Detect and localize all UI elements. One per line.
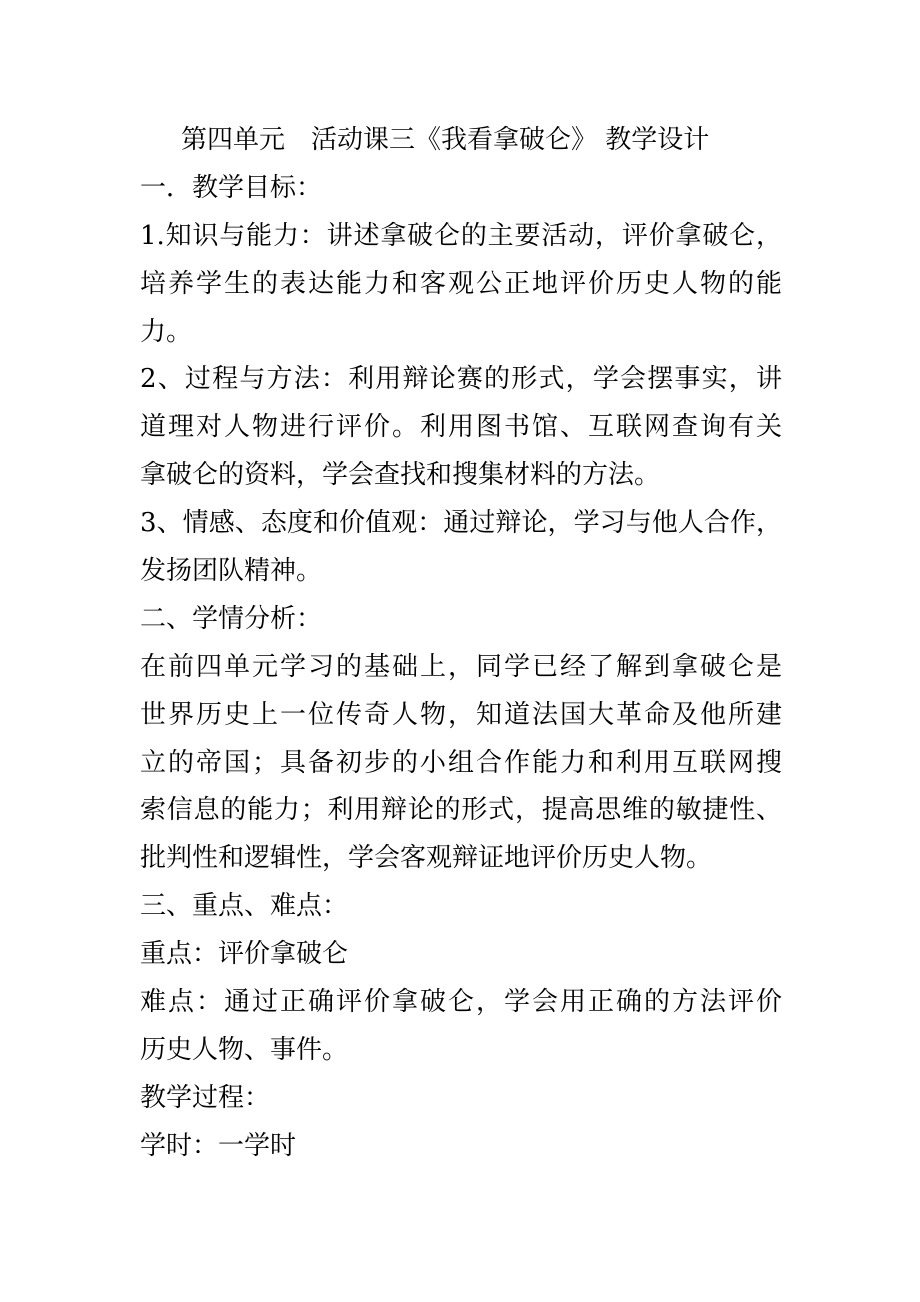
heading-analysis: 二、学情分析： — [140, 603, 323, 634]
document-page — [140, 117, 782, 1171]
paragraph-line: 2、过程与方法：利用辩论赛的形式，学会摆事实，讲 — [140, 364, 782, 395]
paragraph-line: 发扬团队精神。 — [140, 556, 323, 587]
paragraph-line: 世界历史上一位传奇人物，知道法国大革命及他所建 — [140, 699, 782, 730]
paragraph-line: 力。 — [140, 316, 193, 347]
paragraph-line: 在前四单元学习的基础上，同学已经了解到拿破仑是 — [140, 651, 782, 682]
heading-process: 教学过程： — [140, 1082, 271, 1113]
paragraph-line: 道理对人物进行评价。利用图书馆、互联网查询有关 — [140, 412, 782, 443]
paragraph-line: 1.知识与能力：讲述拿破仑的主要活动，评价拿破仑， — [140, 220, 782, 251]
paragraph-line: 立的帝国；具备初步的小组合作能力和利用互联网搜 — [140, 747, 782, 778]
difficulty-line: 难点：通过正确评价拿破仑，学会用正确的方法评价 — [140, 987, 782, 1018]
paragraph-line: 培养学生的表达能力和客观公正地评价历史人物的能 — [140, 268, 782, 299]
paragraph-line: 拿破仑的资料，学会查找和搜集材料的方法。 — [140, 460, 661, 491]
paragraph-line: 3、情感、态度和价值观：通过辩论，学习与他人合作， — [140, 508, 782, 539]
paragraph-line: 索信息的能力；利用辩论的形式，提高思维的敏捷性、 — [140, 795, 782, 826]
paragraph-line: 历史人物、事件。 — [140, 1034, 349, 1065]
class-hours-line: 学时：一学时 — [140, 1130, 297, 1161]
heading-key-points: 三、重点、难点： — [140, 891, 349, 922]
document-title: 第四单元 活动课三《我看拿破仑》 教学设计 — [181, 125, 710, 155]
paragraph-line: 批判性和逻辑性，学会客观辩证地评价历史人物。 — [140, 843, 713, 874]
key-point-line: 重点：评价拿破仑 — [140, 939, 349, 970]
heading-objectives: 一．教学目标： — [140, 172, 323, 203]
